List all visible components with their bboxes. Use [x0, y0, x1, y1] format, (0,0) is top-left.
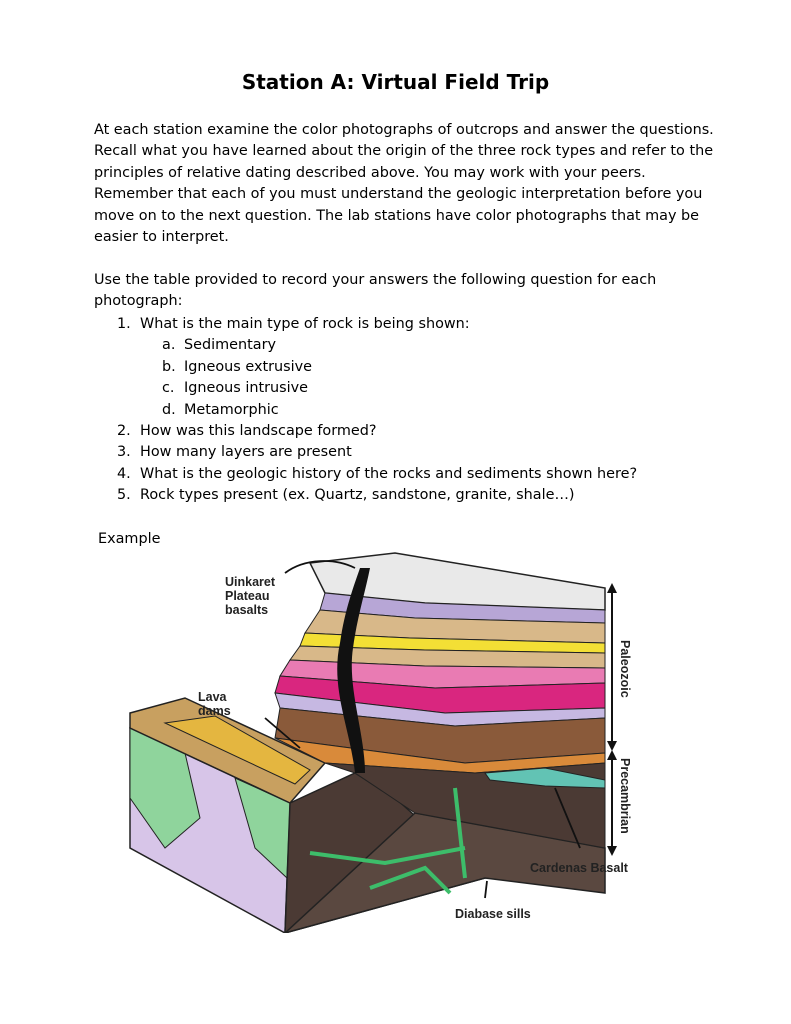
label-uinkaret-1: Uinkaret — [225, 575, 276, 589]
question-item — [94, 485, 714, 506]
question-item — [94, 464, 714, 485]
precambrian-arrow-top — [607, 750, 617, 760]
label-uinkaret-3: basalts — [225, 603, 269, 617]
question-list — [94, 314, 714, 507]
paleozoic-arrow-top — [607, 583, 617, 593]
option-letter: a. — [162, 337, 176, 354]
question-item — [94, 421, 714, 442]
precambrian-arrow-bottom — [607, 846, 617, 856]
label-lava-1: Lava — [198, 690, 227, 704]
label-uinkaret-2: Plateau — [225, 589, 270, 603]
question-number: 3. — [117, 444, 131, 461]
option-text: Igneous intrusive — [184, 380, 309, 397]
page-title: Station A: Virtual Field Trip — [241, 70, 550, 94]
option-item — [140, 400, 714, 421]
question-number: 1. — [117, 316, 131, 332]
diabase-pointer — [485, 881, 487, 898]
option-item — [140, 335, 714, 356]
question-number: 4. — [117, 465, 131, 482]
question-item — [94, 314, 714, 421]
instructions-paragraph: At each station examine the color photographs of outcrops and answer the questions. Recall what you have learned about the origin of the three rock types and refer to the principles of relative dating described above. You may work with your peers. Remember that each of you must understand the geologic interpretation before you move on to the next question. The lab stations have color photographs that may be easier to interpret. — [94, 122, 714, 246]
label-cardenas: Cardenas Basalt — [530, 861, 628, 875]
paleozoic-arrow-bottom — [607, 741, 617, 751]
option-text: Metamorphic — [184, 401, 279, 418]
label-diabase: Diabase sills — [455, 907, 531, 921]
rock-type-options — [140, 335, 714, 421]
example-label: Example — [98, 531, 161, 547]
question-text: What is the geologic history of the rocks and sediments shown here? — [140, 465, 638, 482]
label-paleozoic: Paleozoic — [618, 640, 632, 698]
table-instructions-paragraph: Use the table provided to record your answers the following question for each photograph: — [94, 272, 657, 310]
question-text: Rock types present (ex. Quartz, sandstone, granite, shale…) — [140, 487, 575, 504]
option-item — [140, 378, 714, 399]
geologic-block-diagram — [125, 548, 660, 933]
option-letter: b. — [162, 358, 176, 375]
question-number: 5. — [117, 487, 131, 504]
question-text: What is the main type of rock is being shown: — [140, 316, 470, 332]
label-lava-2: dams — [198, 704, 231, 718]
option-item — [140, 357, 714, 378]
question-number: 2. — [117, 423, 131, 440]
option-text: Igneous extrusive — [184, 358, 313, 375]
option-letter: c. — [162, 380, 175, 397]
option-letter: d. — [162, 401, 176, 418]
option-text: Sedimentary — [184, 337, 277, 354]
question-text: How many layers are present — [140, 444, 352, 461]
question-item — [94, 442, 714, 463]
question-text: How was this landscape formed? — [140, 423, 377, 440]
label-precambrian: Precambrian — [618, 758, 632, 834]
